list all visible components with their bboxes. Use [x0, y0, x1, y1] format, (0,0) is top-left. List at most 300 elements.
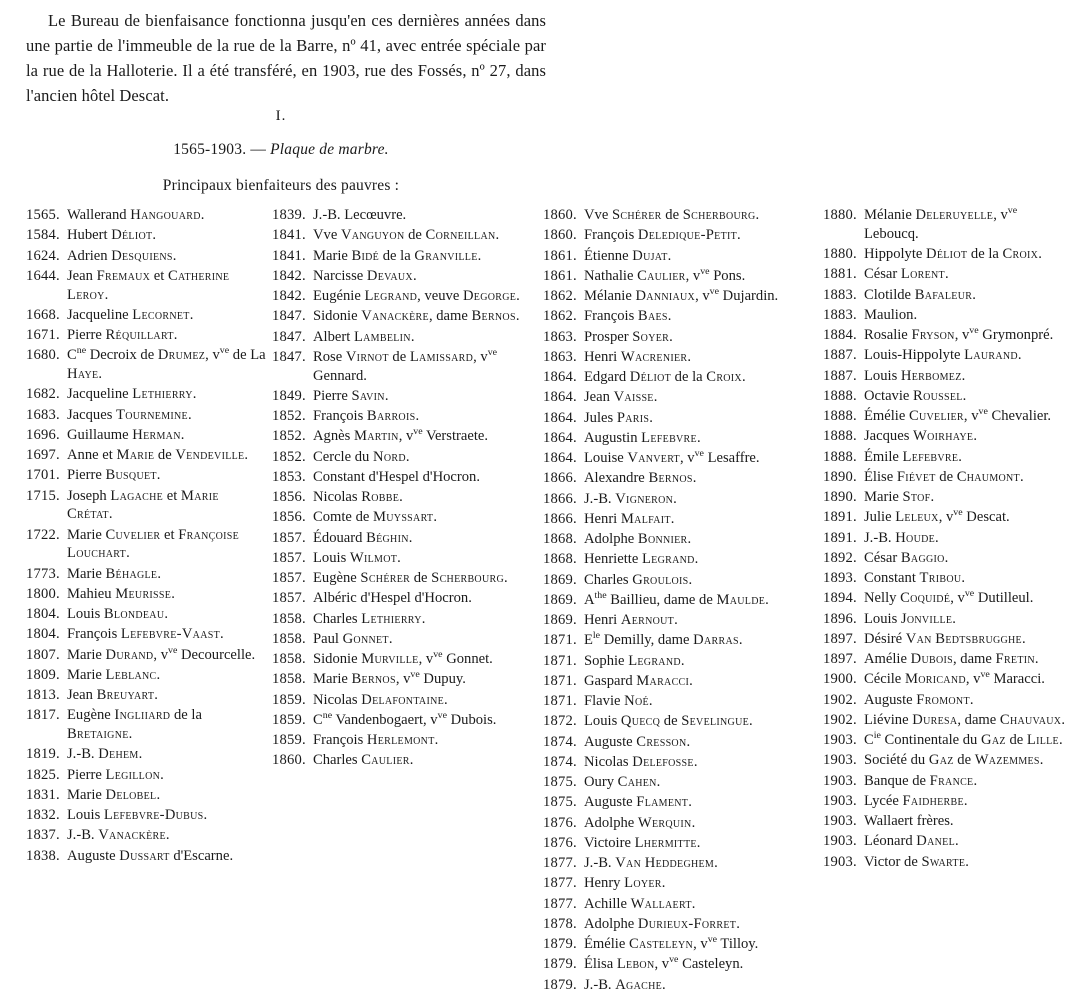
- benefactor-entry: [272, 711, 520, 730]
- benefactor-entry: [543, 449, 793, 468]
- benefactor-name: Charles Caulier.: [313, 752, 414, 769]
- benefactor-name: Guillaume Herman.: [67, 426, 185, 443]
- benefactor-name: Édouard Béghin.: [313, 529, 413, 546]
- benefactor-entry: [823, 549, 1075, 568]
- benefactor-year: 1773.: [26, 565, 60, 582]
- benefactor-year: 1864.: [543, 450, 577, 466]
- benefactor-name: Émélie Cuvelier, $v^{ve}$ Chevalier.: [864, 406, 1052, 424]
- benefactor-entry: [26, 326, 266, 345]
- benefactor-entry: [26, 786, 266, 805]
- benefactor-entry: [543, 935, 793, 954]
- benefactor-name: Élise Fiévet de Chaumont.: [864, 468, 1024, 485]
- benefactor-name: Adolphe Werquin.: [584, 814, 696, 831]
- benefactor-year: 1871.: [543, 693, 577, 709]
- benefactor-name: Jacques Tournemine.: [67, 406, 192, 423]
- benefactor-entry: [26, 267, 266, 305]
- benefactor-entry: [26, 625, 266, 644]
- benefactor-year: 1863.: [543, 348, 577, 365]
- benefactor-entry: [543, 854, 793, 873]
- benefactor-entry: [823, 529, 1075, 548]
- benefactor-name: Adolphe Bonnier.: [584, 531, 692, 547]
- benefactor-name: Constant Tribou.: [864, 570, 966, 586]
- benefactor-entry: [823, 670, 1075, 689]
- benefactor-entry: [543, 672, 793, 691]
- benefactor-year: 1902.: [823, 691, 857, 708]
- benefactor-year: 1847.: [272, 328, 306, 345]
- benefactor-name: Constant d'Hespel d'Hocron.: [313, 468, 480, 485]
- benefactor-year: 1868.: [543, 531, 577, 547]
- benefactor-year: 1857.: [272, 570, 306, 586]
- benefactor-name: François Baes.: [584, 308, 672, 325]
- benefactor-name: Marie Cuvelier et Françoise Louchart.: [67, 526, 240, 562]
- benefactor-name: César Lorent.: [864, 266, 949, 283]
- benefactor-year: 1871.: [543, 652, 577, 669]
- benefactor-entry: [272, 508, 520, 527]
- benefactor-entry: [272, 267, 520, 286]
- benefactor-name: Henriette Legrand.: [584, 551, 699, 568]
- benefactor-name: François Herlemont.: [313, 732, 439, 748]
- benefactor-name: Comte de Muyssart.: [313, 509, 437, 526]
- benefactor-name: Victor de Swarte.: [864, 853, 969, 870]
- benefactor-name: J.-B. Dehem.: [67, 746, 143, 763]
- benefactor-year: 1879.: [543, 976, 577, 993]
- benefactor-year: 1849.: [272, 387, 306, 404]
- benefactor-year: 1876.: [543, 814, 577, 831]
- benefactor-entry: [543, 611, 793, 630]
- benefactor-name: Louis Blondeau.: [67, 606, 169, 622]
- benefactor-entry: [543, 773, 793, 792]
- benefactor-entry: [823, 206, 1075, 244]
- benefactor-year: 1722.: [26, 526, 60, 543]
- benefactor-name: Louis Quecq de Sevelingue.: [584, 713, 753, 730]
- benefactor-name: Marie Bidé de la Granville.: [313, 247, 482, 264]
- benefactor-name: Flavie Noé.: [584, 693, 653, 709]
- benefactor-name: Alexandre Bernos.: [584, 470, 697, 487]
- benefactor-name: Sophie Legrand.: [584, 652, 685, 669]
- benefactor-name: Augustin Lefebvre.: [584, 429, 701, 446]
- benefactor-name: Amélie Dubois, dame Fretin.: [864, 651, 1039, 667]
- benefactor-name: Oury Cahen.: [584, 774, 661, 790]
- benefactor-year: 1868.: [543, 551, 577, 568]
- benefactor-name: Marie Delobel.: [67, 786, 161, 803]
- benefactor-entry: [272, 307, 520, 326]
- benefactor-name: Joseph Lagache et Marie Crétat.: [67, 487, 219, 523]
- benefactor-year: 1860.: [272, 752, 306, 769]
- benefactor-year: 1862.: [543, 288, 577, 304]
- benefactor-year: 1875.: [543, 774, 577, 790]
- benefactor-name: Auguste Dussart d'Escarne.: [67, 847, 234, 864]
- benefactor-year: 1903.: [823, 792, 857, 809]
- benefactor-year: 1838.: [26, 847, 60, 864]
- benefactor-year: 1859.: [272, 732, 306, 748]
- benefactor-name: Marie Leblanc.: [67, 666, 161, 683]
- benefactor-year: 1584.: [26, 227, 60, 244]
- benefactor-entry: [823, 326, 1075, 345]
- benefactor-name: Nicolas Delefosse.: [584, 753, 698, 770]
- benefactor-entry: [272, 630, 520, 649]
- benefactor-name: Wallaert frères.: [864, 813, 954, 829]
- benefactor-year: 1875.: [543, 794, 577, 811]
- benefactor-name: Edgard Déliot de la Croix.: [584, 369, 746, 385]
- benefactor-name: J.-B. Houde.: [864, 529, 939, 546]
- benefactor-entry: [543, 348, 793, 367]
- benefactor-year: 1879.: [543, 936, 577, 952]
- benefactor-year: 1852.: [272, 408, 306, 424]
- benefactor-year: 1858.: [272, 610, 306, 627]
- benefactor-year: 1565.: [26, 207, 60, 223]
- benefactor-year: 1866.: [543, 490, 577, 507]
- benefactor-entry: [272, 569, 520, 588]
- benefactor-name: Prosper Soyer.: [584, 328, 673, 345]
- benefactor-name: Auguste Flament.: [584, 794, 692, 811]
- benefactor-column-4: [823, 206, 1075, 873]
- benefactor-name: Marie Stof.: [864, 489, 935, 505]
- benefactor-year: 1832.: [26, 807, 60, 823]
- benefactor-entry: [26, 745, 266, 764]
- benefactor-entry: [272, 387, 520, 406]
- benefactor-entry: [543, 469, 793, 488]
- benefactor-entry: [26, 226, 266, 245]
- benefactor-name: Désiré Van Bedtsbrugghe.: [864, 630, 1026, 647]
- benefactor-year: 1880.: [823, 246, 857, 262]
- benefactor-year: 1888.: [823, 387, 857, 404]
- benefactor-year: 1890.: [823, 468, 857, 485]
- benefactor-entry: [543, 247, 793, 266]
- benefactor-name: Élisa Lebon, $v^{ve}$ Casteleyn.: [584, 954, 744, 973]
- benefactor-year: 1869.: [543, 591, 577, 608]
- benefactor-name: Clotilde Bafaleur.: [864, 286, 976, 303]
- benefactor-entry: [823, 265, 1075, 284]
- benefactor-year: 1903.: [823, 772, 857, 789]
- benefactor-year: 1861.: [543, 247, 577, 264]
- benefactor-entry: [823, 853, 1075, 872]
- benefactor-year: 1860.: [543, 207, 577, 223]
- benefactor-name: Émélie Casteleyn, $v^{ve}$ Tilloy.: [584, 934, 759, 952]
- benefactor-year: 1644.: [26, 267, 60, 284]
- benefactor-name: Henri Aernout.: [584, 612, 678, 628]
- benefactor-name: Nicolas Delafontaine.: [313, 691, 448, 708]
- benefactor-year: 1671.: [26, 327, 60, 343]
- benefactor-name: Adolphe Durieux-Forret.: [584, 915, 740, 932]
- benefactor-entry: [823, 772, 1075, 791]
- benefactor-entry: [823, 427, 1075, 446]
- benefactor-entry: [823, 448, 1075, 467]
- benefactor-entry: [543, 733, 793, 752]
- benefactor-year: 1864.: [543, 429, 577, 446]
- benefactor-entry: [272, 610, 520, 629]
- benefactor-year: 1858.: [272, 651, 306, 667]
- benefactor-year: 1890.: [823, 489, 857, 505]
- benefactor-entry: [823, 589, 1075, 608]
- benefactor-year: 1839.: [272, 207, 306, 223]
- benefactor-entry: [543, 753, 793, 772]
- benefactor-entry: [26, 766, 266, 785]
- benefactor-entry: [823, 286, 1075, 305]
- benefactor-year: 1825.: [26, 766, 60, 783]
- benefactor-entry: [26, 247, 266, 266]
- benefactor-name: Louis Wilmot.: [313, 549, 401, 566]
- benefactor-name: César Baggio.: [864, 549, 949, 566]
- benefactor-name: J.-B. Vigneron.: [584, 490, 677, 507]
- benefactor-entry: [543, 226, 793, 245]
- benefactor-year: 1903.: [823, 732, 857, 748]
- benefactor-name: Jean Breuyart.: [67, 687, 158, 703]
- benefactor-name: Cercle du Nord.: [313, 448, 410, 465]
- benefactor-year: 1877.: [543, 875, 577, 892]
- benefactor-entry: [543, 571, 793, 590]
- benefactor-year: 1701.: [26, 467, 60, 484]
- benefactor-entry: [272, 287, 520, 306]
- benefactor-year: 1860.: [543, 227, 577, 244]
- section-number: I.: [275, 108, 287, 124]
- section-subtitle: Principaux bienfaiteurs des pauvres :: [162, 177, 400, 194]
- benefactor-entry: [26, 206, 266, 225]
- benefactor-entry: [543, 409, 793, 428]
- benefactor-year: 1881.: [823, 266, 857, 283]
- benefactor-entry: [26, 826, 266, 845]
- benefactor-entry: [823, 407, 1075, 426]
- benefactor-name: Anne et Marie de Vendeville.: [67, 447, 249, 463]
- benefactor-entry: [543, 955, 793, 974]
- benefactor-year: 1864.: [543, 409, 577, 426]
- benefactor-year: 1892.: [823, 549, 857, 566]
- benefactor-name: $C^{ie}$ Continentale du Gaz de Lille.: [864, 730, 1063, 748]
- benefactor-name: Nathalie Caulier, $v^{ve}$ Pons.: [584, 265, 746, 284]
- benefactor-name: Agnès Martin, $v^{ve}$ Verstraete.: [313, 426, 489, 445]
- benefactor-year: 1884.: [823, 327, 857, 343]
- benefactor-entry: [26, 686, 266, 705]
- benefactor-year: 1877.: [543, 895, 577, 912]
- benefactor-name: Maulion.: [864, 306, 918, 323]
- benefactor-entry: [272, 529, 520, 548]
- benefactor-column-2: [272, 206, 520, 772]
- benefactor-entry: [543, 287, 793, 306]
- benefactor-entry: [543, 591, 793, 610]
- benefactor-name: Eugène Schérer de Scherbourg.: [313, 570, 508, 586]
- benefactor-entry: [272, 328, 520, 347]
- benefactor-name: Adrien Desquiens.: [67, 247, 177, 264]
- benefactor-entry: [823, 812, 1075, 831]
- benefactor-name: François Deledique-Petit.: [584, 227, 741, 244]
- benefactor-year: 1813.: [26, 687, 60, 703]
- benefactor-entry: [823, 306, 1075, 325]
- benefactor-year: 1891.: [823, 529, 857, 546]
- benefactor-year: 1872.: [543, 713, 577, 730]
- benefactor-name: Émile Lefebvre.: [864, 448, 962, 465]
- benefactor-name: Eugénie Legrand, veuve Degorge.: [313, 288, 520, 304]
- benefactor-entry: [26, 487, 266, 525]
- benefactor-name: Achille Wallaert.: [584, 895, 696, 912]
- benefactor-year: 1624.: [26, 247, 60, 264]
- benefactor-name: François Lefebvre-Vaast.: [67, 626, 224, 643]
- benefactor-entry: [26, 646, 266, 665]
- benefactor-year: 1847.: [272, 308, 306, 325]
- benefactor-name: Julie Leleux, $v^{ve}$ Descat.: [864, 507, 1010, 526]
- benefactor-entry: [823, 508, 1075, 527]
- benefactor-year: 1857.: [272, 549, 306, 566]
- benefactor-year: 1682.: [26, 386, 60, 403]
- benefactor-entry: [272, 670, 520, 689]
- benefactor-year: 1900.: [823, 671, 857, 688]
- benefactor-year: 1879.: [543, 956, 577, 973]
- benefactor-name: Pierre Legillon.: [67, 766, 164, 783]
- benefactor-year: 1869.: [543, 612, 577, 628]
- benefactor-name: J.-B. Lecœuvre.: [313, 207, 407, 223]
- benefactor-entry: [823, 691, 1075, 710]
- benefactor-year: 1903.: [823, 813, 857, 829]
- benefactor-name: Liévine Duresa, dame Chauvaux.: [864, 711, 1065, 728]
- benefactor-entry: [543, 206, 793, 225]
- benefactor-entry: [26, 847, 266, 866]
- benefactor-entry: [823, 346, 1075, 365]
- benefactor-name: Lycée Faidherbe.: [864, 792, 968, 809]
- benefactor-entry: [272, 348, 520, 386]
- benefactor-name: Cécile Moricand, $v^{ve}$ Maracci.: [864, 669, 1045, 688]
- benefactor-year: 1897.: [823, 651, 857, 667]
- benefactor-entry: [823, 751, 1075, 770]
- benefactor-entry: [823, 832, 1075, 851]
- benefactor-name: Albert Lambelin.: [313, 328, 415, 345]
- benefactor-name: Paul Gonnet.: [313, 630, 393, 647]
- benefactor-name: Marie Durand, $v^{ve}$ Decourcelle.: [67, 644, 256, 663]
- benefactor-entry: [543, 328, 793, 347]
- benefactor-entry: [272, 407, 520, 426]
- benefactor-year: 1859.: [272, 691, 306, 708]
- benefactor-year: 1857.: [272, 529, 306, 546]
- benefactor-entry: [26, 446, 266, 465]
- benefactor-year: 1853.: [272, 468, 306, 485]
- benefactor-entry: [543, 307, 793, 326]
- benefactor-entry: [543, 631, 793, 650]
- benefactor-entry: [823, 245, 1075, 264]
- benefactor-entry: [543, 429, 793, 448]
- benefactor-entry: [26, 565, 266, 584]
- benefactor-name: Louis-Hippolyte Laurand.: [864, 347, 1022, 364]
- benefactor-year: 1837.: [26, 827, 60, 844]
- benefactor-year: 1668.: [26, 306, 60, 323]
- benefactor-year: 1859.: [272, 711, 306, 728]
- benefactor-year: 1683.: [26, 406, 60, 423]
- benefactor-entry: [26, 426, 266, 445]
- benefactor-year: 1869.: [543, 571, 577, 588]
- benefactor-name: $C^{ne}$ Vandenbogaert, $v^{ve}$ Dubois.: [313, 709, 497, 728]
- benefactor-year: 1887.: [823, 347, 857, 364]
- benefactor-entry: [272, 589, 520, 608]
- benefactor-entry: [543, 895, 793, 914]
- benefactor-year: 1804.: [26, 606, 60, 622]
- benefactor-entry: [543, 976, 793, 995]
- benefactor-entry: [272, 731, 520, 750]
- benefactor-year: 1807.: [26, 646, 60, 663]
- benefactor-year: 1887.: [823, 367, 857, 384]
- benefactor-entry: [543, 692, 793, 711]
- benefactor-name: Narcisse Devaux.: [313, 267, 417, 284]
- benefactor-name: Nicolas Robbe.: [313, 489, 403, 505]
- benefactor-column-3: [543, 206, 793, 996]
- benefactor-year: 1888.: [823, 448, 857, 465]
- benefactor-entry: [26, 806, 266, 825]
- benefactor-entry: [26, 406, 266, 425]
- benefactor-entry: [823, 367, 1075, 386]
- benefactor-year: 1876.: [543, 834, 577, 851]
- benefactor-name: J.-B. Van Heddeghem.: [584, 855, 718, 871]
- benefactor-name: Auguste Cresson.: [584, 733, 691, 750]
- benefactor-year: 1874.: [543, 753, 577, 770]
- benefactor-name: Marie Bernos, $v^{ve}$ Dupuy.: [313, 669, 466, 688]
- benefactor-year: 1831.: [26, 786, 60, 803]
- benefactor-name: Jacques Woirhaye.: [864, 428, 977, 445]
- benefactor-name: Henry Loyer.: [584, 875, 666, 892]
- benefactor-name: Mélanie Danniaux, $v^{ve}$ Dujardin.: [584, 286, 779, 304]
- benefactor-entry: [823, 569, 1075, 588]
- benefactor-year: 1862.: [543, 308, 577, 325]
- benefactor-year: 1842.: [272, 267, 306, 284]
- benefactor-year: 1804.: [26, 626, 60, 643]
- benefactor-entry: [543, 388, 793, 407]
- benefactor-entry: [272, 226, 520, 245]
- benefactor-year: 1871.: [543, 632, 577, 649]
- benefactor-entry: [823, 711, 1075, 730]
- benefactor-name: $A^{the}$ Baillieu, dame de Maulde.: [584, 589, 769, 608]
- benefactor-name: Nelly Coquidé, $v^{ve}$ Dutilleul.: [864, 588, 1034, 607]
- benefactor-year: 1903.: [823, 833, 857, 850]
- benefactor-year: 1817.: [26, 707, 60, 724]
- benefactor-name: François Barrois.: [313, 408, 420, 424]
- benefactor-year: 1809.: [26, 666, 60, 683]
- benefactor-name: Wallerand Hangouard.: [67, 207, 205, 223]
- benefactor-year: 1864.: [543, 369, 577, 385]
- benefactor-year: 1893.: [823, 570, 857, 586]
- benefactor-entry: [272, 691, 520, 710]
- benefactor-entry: [543, 874, 793, 893]
- benefactor-name: Étienne Dujat.: [584, 247, 672, 264]
- benefactor-year: 1800.: [26, 585, 60, 602]
- benefactor-name: Henri Wacrenier.: [584, 348, 692, 365]
- benefactor-year: 1864.: [543, 389, 577, 406]
- benefactor-entry: [26, 605, 266, 624]
- benefactor-name: Jules Paris.: [584, 409, 653, 426]
- benefactor-name: Société du Gaz de Wazemmes.: [864, 752, 1044, 769]
- benefactor-entry: [823, 630, 1075, 649]
- benefactor-entry: [823, 792, 1075, 811]
- benefactor-name: Hubert Déliot.: [67, 227, 157, 244]
- benefactor-entry: [26, 706, 266, 744]
- benefactor-name: Sidonie Murville, $v^{ve}$ Gonnet.: [313, 649, 493, 667]
- benefactor-year: 1841.: [272, 247, 306, 264]
- benefactor-name: Vve Vanguyon de Corneillan.: [313, 227, 500, 244]
- benefactor-year: 1858.: [272, 671, 306, 688]
- benefactor-entry: [26, 466, 266, 485]
- benefactor-entry: [272, 468, 520, 487]
- benefactor-entry: [543, 712, 793, 731]
- benefactor-name: Eugène Ingliiard de la Bretaigne.: [67, 707, 202, 742]
- benefactor-name: Pierre Savin.: [313, 387, 389, 404]
- benefactor-year: 1888.: [823, 428, 857, 445]
- benefactor-year: 1858.: [272, 630, 306, 647]
- benefactor-name: Sidonie Vanackère, dame Bernos.: [313, 308, 520, 325]
- benefactor-year: 1696.: [26, 426, 60, 443]
- benefactor-year: 1894.: [823, 590, 857, 607]
- benefactor-name: Auguste Fromont.: [864, 691, 974, 708]
- benefactor-entry: [26, 346, 266, 384]
- benefactor-year: 1697.: [26, 447, 60, 463]
- benefactor-entry: [26, 526, 266, 564]
- benefactor-name: Louis Jonville.: [864, 610, 956, 627]
- benefactor-name: Léonard Danel.: [864, 833, 959, 850]
- benefactor-entry: [272, 650, 520, 669]
- benefactor-entry: [272, 549, 520, 568]
- benefactor-year: 1871.: [543, 672, 577, 689]
